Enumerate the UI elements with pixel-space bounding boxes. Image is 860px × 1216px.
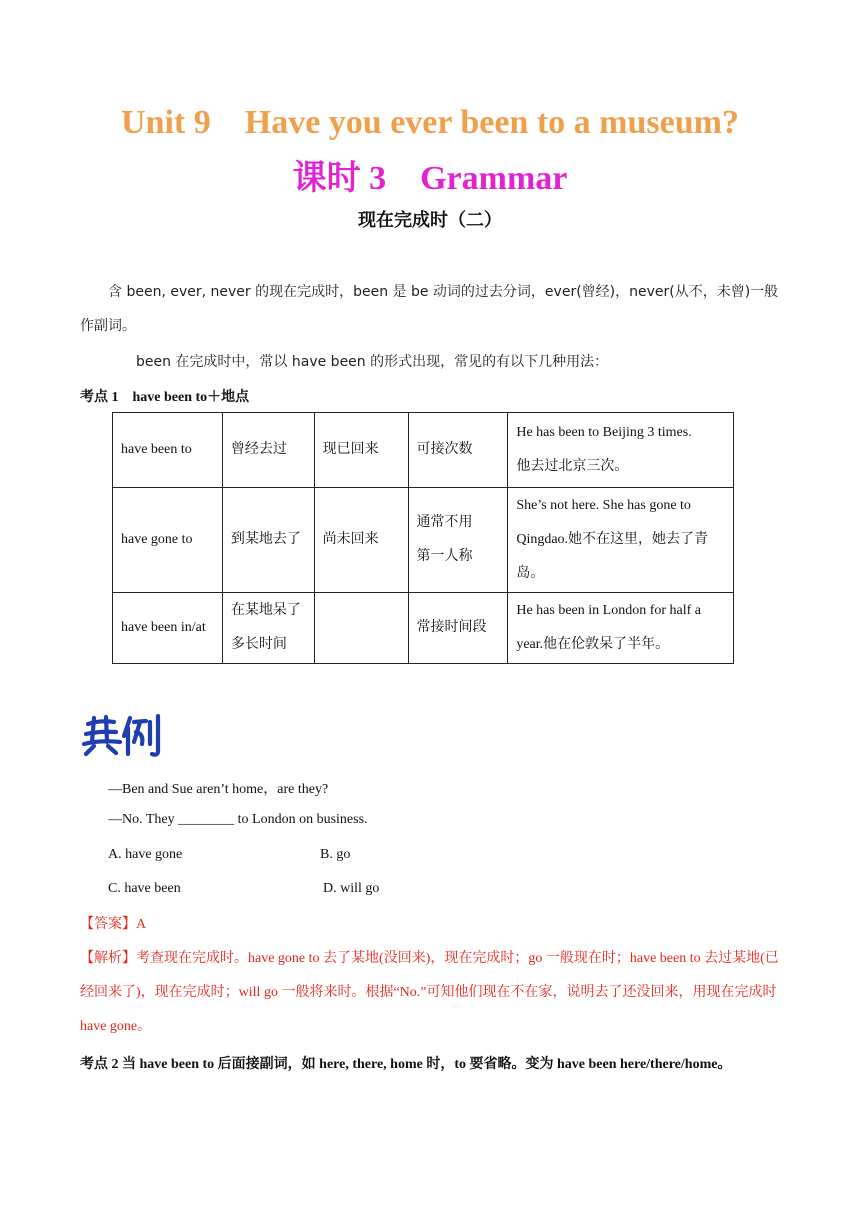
table-cell-example	[508, 413, 734, 488]
intro-text-1: 含 been, ever, never 的现在完成时，been 是 be 动词的过去分词，ever(曾经)，never(从不，未曾)一般作副词。	[80, 284, 779, 334]
table-cell-example	[508, 488, 734, 593]
answer-value: A	[136, 917, 147, 932]
example-line-1: She’s not here. She has gone to	[516, 498, 691, 513]
answer-label: 【答案】	[80, 916, 136, 932]
usage-line-2: 第一人称	[416, 549, 473, 564]
table-cell-phrase: have gone to	[113, 488, 223, 593]
analysis-label: 【解析】	[80, 950, 136, 966]
table-cell-status: 尚未回来	[314, 488, 408, 593]
question-line-1: —Ben and Sue aren’t home，are they?	[108, 782, 329, 797]
intro-paragraph-2: been 在完成时中，常以 have been 的形式出现，常见的有以下几种用法：	[136, 354, 609, 370]
example-line-2: Qingdao.她不在这里，她去了青	[516, 532, 709, 547]
example-line-1: He has been in London for half a	[516, 603, 702, 618]
option-a: A. have gone	[108, 847, 183, 862]
point-2-heading: 考点 2 当 have been to 后面接副词，如 here, there, home 时，to 要省略。变为 have been here/there/home。	[80, 1057, 732, 1072]
table-cell-meaning: 到某地去了	[222, 488, 314, 593]
answer-line	[80, 907, 785, 942]
option-c: C. have been	[108, 881, 181, 896]
intro-paragraph-1	[80, 275, 785, 343]
unit-title: Unit 9 Have you ever been to a museum?	[121, 104, 739, 141]
point-1-heading: 考点 1 have been to＋地点	[80, 390, 250, 405]
example-line-3: 岛。	[516, 566, 545, 581]
table-cell-usage: 可接次数	[408, 413, 508, 488]
meaning-line-1: 在某地呆了	[230, 603, 301, 618]
usage-line-1: 通常不用	[416, 515, 473, 530]
table-row	[113, 593, 734, 664]
section-subtitle: 现在完成时（二）	[358, 210, 502, 231]
grammar-table	[112, 412, 734, 664]
example-zh: 他去过北京三次。	[516, 459, 629, 474]
lesson-title: 课时 3 Grammar	[292, 160, 568, 197]
meaning-line-2: 多长时间	[230, 637, 287, 652]
table-cell-meaning	[222, 593, 314, 664]
table-cell-status	[314, 593, 408, 664]
table-cell-example	[508, 593, 734, 664]
example-en: He has been to Beijing 3 times.	[516, 425, 692, 440]
table-cell-usage	[408, 488, 508, 593]
table-cell-status: 现已回来	[314, 413, 408, 488]
table-row	[113, 413, 734, 488]
analysis-text: 考查现在完成时。have gone to 去了某地(没回来)，现在完成时；go 一般现在时；have been to 去过某地(已经回来了)，现在完成时；will go 一般将来时。根据“No.”可知他们现在不在家，说明去了还没回来，用现在完成时 have gone。	[80, 951, 779, 1034]
option-d: D. will go	[323, 881, 380, 896]
table-cell-phrase: have been in/at	[113, 593, 223, 664]
table-cell-meaning: 曾经去过	[222, 413, 314, 488]
table-row	[113, 488, 734, 593]
question-line-2: —No. They ________ to London on business.	[108, 812, 368, 827]
option-b: B. go	[320, 847, 351, 862]
table-cell-usage: 常接时间段	[408, 593, 508, 664]
example-line-2: year.他在伦敦呆了半年。	[516, 637, 670, 652]
analysis-paragraph	[80, 941, 785, 1044]
example-logo-icon	[80, 712, 164, 758]
table-cell-phrase: have been to	[113, 413, 223, 488]
